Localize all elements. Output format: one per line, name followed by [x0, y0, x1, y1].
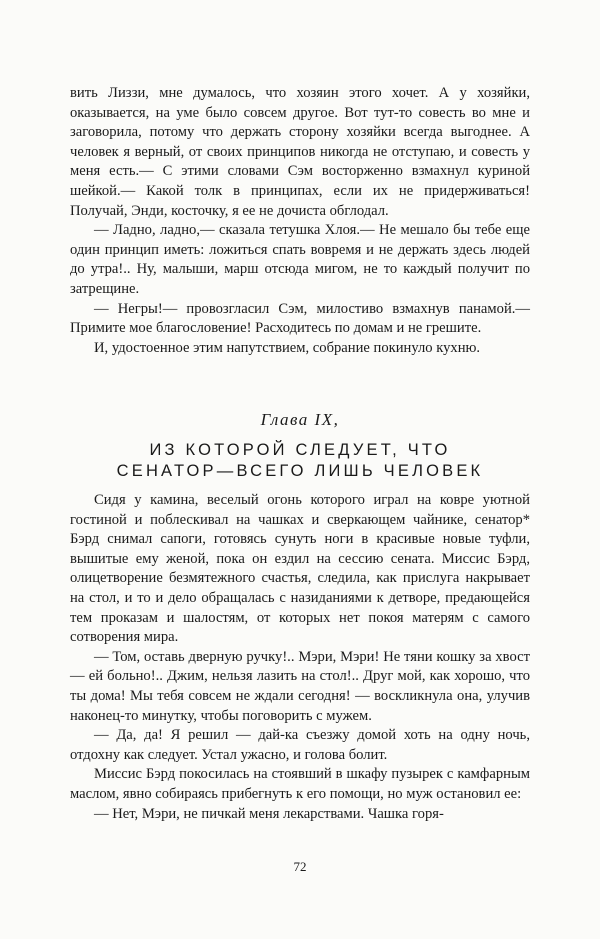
paragraph: — Нет, Мэри, не пичкай меня лекарствами. Чашка горя- — [94, 805, 444, 822]
top-text-block — [70, 84, 530, 358]
page-number: 72 — [293, 859, 307, 874]
paragraph: И, удостоенное этим напутствием, собрание покинуло кухню. — [94, 339, 481, 356]
chapter-title — [0, 440, 600, 482]
paragraph: — Да, да! Я решил — дай-ка съезжу домой хоть на одну ночь, отдохну как следует. Устал ужасно, и голова болит. — [70, 727, 530, 763]
chapter-title-line: СЕНАТОР—ВСЕГО ЛИШЬ ЧЕЛОВЕК — [116, 462, 484, 480]
chapter-label: Глава IX, — [260, 410, 340, 429]
paragraph: — Том, оставь дверную ручку!.. Мэри, Мэри! Не тяни кошку за хвост — ей больно!.. Джим, нельзя лазить на стол!.. Друг мой, как хорошо, что ты дома! Мы тебя совсем не ждали сегодня! — воскликнула она, улучив наконец-то минутку, чтобы поговорить с мужем. — [70, 648, 530, 724]
paragraph: Сидя у камина, веселый огонь которого играл на ковре уютной гостиной и поблескивал на чашках и сверкающем чайнике, сенатор* Бэрд снимал сапоги, готовясь сунуть ноги в красивые новые туфли, вышитые ему женой, пока он ездил на сессию сената. Миссис Бэрд, олицетворение безмятежного счастья, следила, как прислуга накрывает на стол, и то и дело обращалась с назиданиями к детворе, предающейся тем проказам и шалостям, от которых нет покоя матерям с самого сотворения мира. — [70, 492, 530, 646]
paragraph: — Ладно, ладно,— сказала тетушка Хлоя.— Не мешало бы тебе еще один принцип иметь: ложиться спать вовремя и не держать здесь людей до утра!.. Ну, малыши, марш отсюда мигом, не то каждый получит по затрещине. — [70, 222, 530, 297]
paragraph: — Негры!— провозгласил Сэм, милостиво взмахнув панамой.— Примите мое благословение! Расходитесь по домам и не грешите. — [70, 300, 530, 337]
paragraph: вить Лиззи, мне думалось, что хозяин этого хочет. А у хозяйки, оказывается, на уме было совсем другое. Вот тут-то совесть во мне и заговорила, потому что держать сторону хозяйки всегда выгоднее. А человек я верный, от своих принципов никогда не отступаю, и совесть у меня есть.— С этими словами Сэм восторженно взмахнул куриной шейкой.— Какой толк в принципах, если их не придерживаться! Получай, Энди, косточку, я ее не дочиста обглодал. — [70, 85, 530, 219]
bottom-text-block — [70, 491, 530, 824]
paragraph: Миссис Бэрд покосилась на стоявший в шкафу пузырек с камфарным маслом, явно собираясь прибегнуть к его помощи, но муж остановил ее: — [70, 766, 530, 802]
chapter-title-line: ИЗ КОТОРОЙ СЛЕДУЕТ, ЧТО — [149, 441, 451, 459]
